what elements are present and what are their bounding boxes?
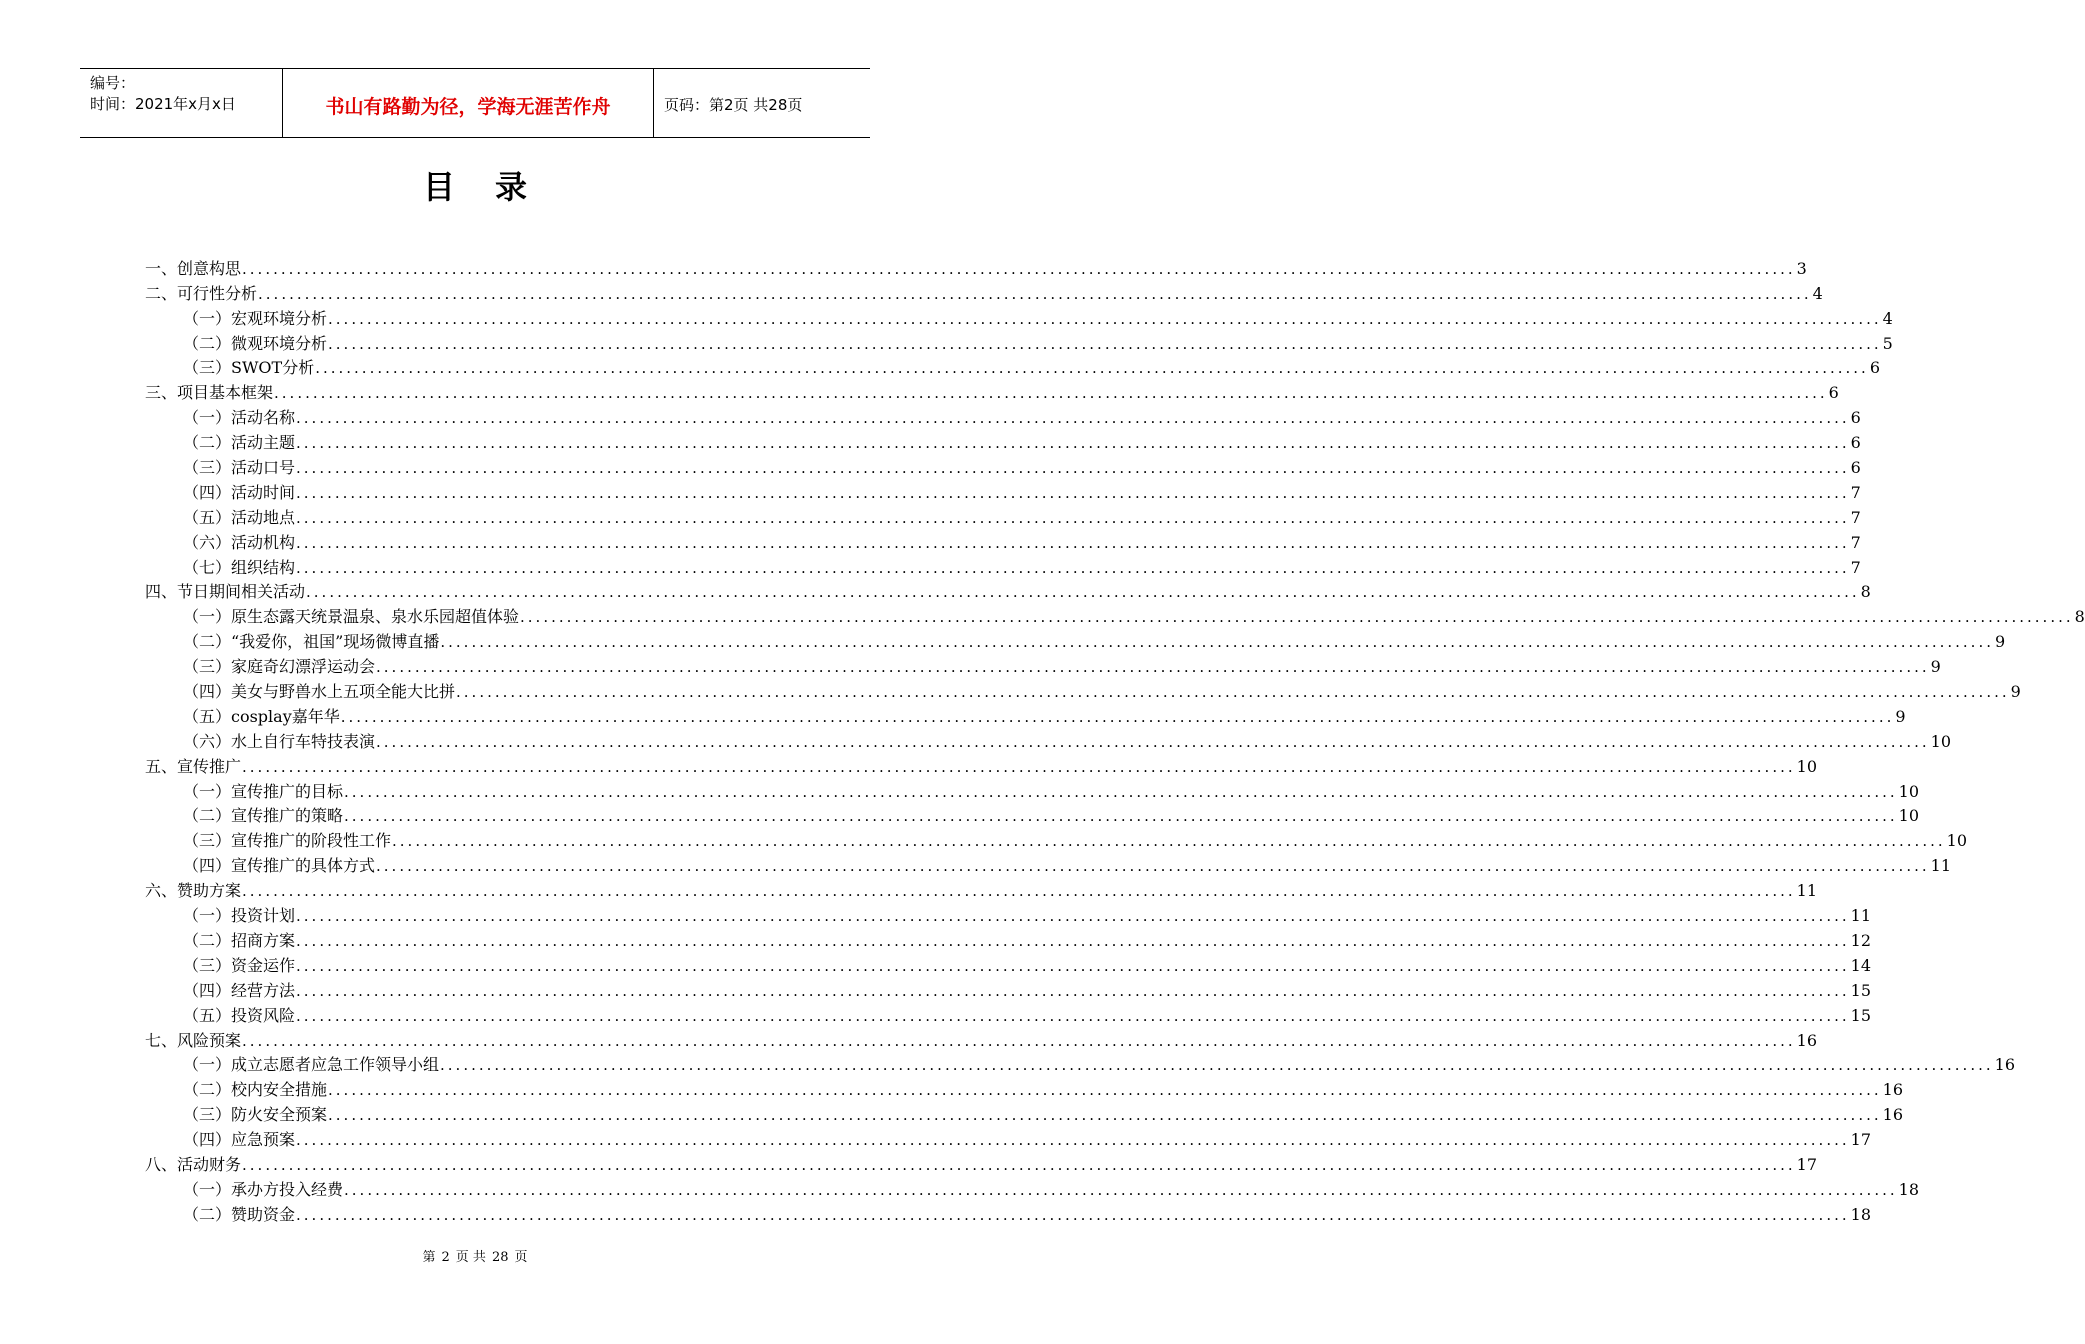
toc-page-number: 9: [2010, 682, 2021, 702]
toc-entry-title: 一、创意构思: [145, 258, 242, 278]
toc-dot-leader: ........................................................................................................................................................................................................: [392, 832, 1946, 851]
toc-page-number: 16: [1994, 1055, 2015, 1075]
toc-dot-leader: ........................................................................................................................................................................................................: [296, 931, 1850, 950]
toc-page-number: 10: [1898, 781, 1919, 801]
toc-dot-leader: ........................................................................................................................................................................................................: [340, 707, 1895, 726]
toc-entry-title: 五、宣传推广: [145, 756, 242, 776]
toc-dot-leader: ........................................................................................................................................................................................................: [344, 807, 1898, 826]
toc-entry-title: （六）水上自行车特技表演: [183, 731, 376, 751]
toc-entry-title: （二）活动主题: [183, 433, 296, 453]
toc-dot-leader: ........................................................................................................................................................................................................: [296, 981, 1850, 1000]
toc-page-number: 16: [1882, 1105, 1903, 1125]
toc-entry-title: （四）宣传推广的具体方式: [183, 856, 376, 876]
toc-dot-leader: ........................................................................................................................................................................................................: [242, 757, 1796, 776]
toc-entry-title: 二、可行性分析: [145, 283, 258, 303]
toc-entry-title: （六）活动机构: [183, 532, 296, 552]
toc-entry-title: （三）宣传推广的阶段性工作: [183, 831, 392, 851]
toc-entry-title: （四）美女与野兽水上五项全能大比拼: [183, 682, 456, 702]
toc-page-number: 4: [1812, 283, 1823, 303]
toc-entry-title: （四）活动时间: [183, 482, 296, 502]
toc-section-entry[interactable]: [145, 280, 1823, 305]
toc-page-number: 14: [1850, 955, 1871, 975]
footer-total-pages: 28: [491, 1250, 509, 1265]
toc-entry-title: （一）宣传推广的目标: [183, 781, 344, 801]
toc-dot-leader: ........................................................................................................................................................................................................: [456, 683, 2010, 702]
header-page-info: 页码：第2页 共28页: [664, 95, 803, 114]
toc-page-number: 7: [1850, 557, 1861, 577]
toc-dot-leader: ........................................................................................................................................................................................................: [242, 259, 1796, 278]
toc-subsection-entry[interactable]: [145, 1126, 1871, 1151]
header-meta: [80, 69, 282, 137]
toc-page-number: 5: [1882, 333, 1893, 353]
toc-section-entry[interactable]: [145, 579, 1871, 604]
toc-page-number: 17: [1850, 1130, 1871, 1150]
toc-page-number: 15: [1850, 1005, 1871, 1025]
toc-dot-leader: ........................................................................................................................................................................................................: [258, 284, 1812, 303]
toc-page-number: 6: [1828, 383, 1839, 403]
toc-dot-leader: ........................................................................................................................................................................................................: [296, 409, 1850, 428]
toc-section-entry[interactable]: [145, 877, 1817, 902]
toc-page-number: 11: [1850, 906, 1871, 926]
toc-dot-leader: ........................................................................................................................................................................................................: [315, 359, 1869, 378]
toc-subsection-entry[interactable]: [145, 803, 1919, 828]
toc-subsection-entry[interactable]: [145, 1002, 1871, 1027]
toc-dot-leader: ........................................................................................................................................................................................................: [328, 334, 1882, 353]
toc-dot-leader: ........................................................................................................................................................................................................: [296, 434, 1850, 453]
toc-entry-title: （一）投资计划: [183, 906, 296, 926]
toc-page-number: 8: [1860, 582, 1871, 602]
toc-page-number: 7: [1850, 532, 1861, 552]
page-header: [80, 68, 870, 138]
toc-entry-title: （二）宣传推广的策略: [183, 806, 344, 826]
toc-entry-title: （三）SWOT分析: [183, 358, 315, 378]
toc-page-number: 17: [1796, 1154, 1817, 1174]
toc-entry-title: （三）资金运作: [183, 955, 296, 975]
toc-entry-title: （五）活动地点: [183, 507, 296, 527]
toc-subsection-entry[interactable]: [145, 305, 1893, 330]
toc-dot-leader: ........................................................................................................................................................................................................: [242, 882, 1796, 901]
toc-dot-leader: ........................................................................................................................................................................................................: [242, 1155, 1796, 1174]
toc-dot-leader: ........................................................................................................................................................................................................: [296, 508, 1850, 527]
toc-dot-leader: ........................................................................................................................................................................................................: [296, 483, 1850, 502]
toc-section-entry[interactable]: [145, 379, 1839, 404]
toc-page-number: 10: [1796, 756, 1817, 776]
toc-page-number: 11: [1930, 856, 1951, 876]
toc-subsection-entry[interactable]: [145, 504, 1861, 529]
toc-subsection-entry[interactable]: [145, 902, 1871, 927]
toc-page-number: 6: [1850, 458, 1861, 478]
header-motto: 书山有路勤为径，学海无涯苦作舟: [282, 69, 654, 137]
toc-page-number: 10: [1898, 806, 1919, 826]
toc-dot-leader: ........................................................................................................................................................................................................: [296, 558, 1850, 577]
toc-subsection-entry[interactable]: [145, 827, 1967, 852]
toc-dot-leader: ........................................................................................................................................................................................................: [328, 1106, 1882, 1125]
toc-entry-title: （二）赞助资金: [183, 1204, 296, 1224]
toc-entry-title: 七、风险预案: [145, 1030, 242, 1050]
toc-entry-title: （一）承办方投入经费: [183, 1179, 344, 1199]
toc-subsection-entry[interactable]: [145, 1052, 2015, 1077]
toc-entry-title: （七）组织结构: [183, 557, 296, 577]
toc-page-number: 6: [1869, 358, 1881, 378]
toc-subsection-entry[interactable]: [145, 454, 1861, 479]
toc-entry-title: 四、节日期间相关活动: [145, 582, 306, 602]
document-number-label: 编号：: [90, 74, 136, 92]
toc-subsection-entry[interactable]: [145, 1101, 1903, 1126]
footer-current-page: 2: [441, 1250, 450, 1265]
toc-dot-leader: ........................................................................................................................................................................................................: [242, 1031, 1796, 1050]
toc-page-number: 6: [1850, 433, 1861, 453]
toc-entry-title: （四）应急预案: [183, 1130, 296, 1150]
toc-page-number: 9: [1995, 632, 2006, 652]
footer-mid: 页 共: [455, 1250, 486, 1265]
toc-entry-title: （五）投资风险: [183, 1005, 296, 1025]
toc-page-number: 6: [1850, 408, 1861, 428]
toc-page-number: 12: [1850, 930, 1871, 950]
toc-subsection-entry[interactable]: [145, 728, 1951, 753]
toc-entry-title: 八、活动财务: [145, 1154, 242, 1174]
toc-subsection-entry[interactable]: [145, 1201, 1871, 1226]
toc-entry-title: （一）活动名称: [183, 408, 296, 428]
toc-page-number: 3: [1796, 258, 1807, 278]
toc-page-number: 16: [1882, 1080, 1903, 1100]
toc-page-number: 16: [1796, 1030, 1817, 1050]
toc-page-number: 10: [1946, 831, 1967, 851]
toc-entry-title: （三）活动口号: [183, 458, 296, 478]
toc-subsection-entry[interactable]: [145, 330, 1893, 355]
toc-subsection-entry[interactable]: [145, 529, 1861, 554]
toc-section-entry[interactable]: [145, 1027, 1817, 1052]
toc-entry-title: 六、赞助方案: [145, 881, 242, 901]
toc-page-number: 11: [1796, 881, 1817, 901]
toc-subsection-entry[interactable]: [145, 703, 1906, 728]
toc-entry-title: （一）宏观环境分析: [183, 308, 328, 328]
toc-subsection-entry[interactable]: [145, 927, 1871, 952]
toc-section-entry[interactable]: [145, 1151, 1817, 1176]
toc-dot-leader: ........................................................................................................................................................................................................: [296, 533, 1850, 552]
toc-entry-title: （五）cosplay嘉年华: [183, 706, 340, 726]
toc-subsection-entry[interactable]: [145, 603, 2085, 628]
toc-dot-leader: ........................................................................................................................................................................................................: [520, 608, 2074, 627]
toc-dot-leader: ........................................................................................................................................................................................................: [440, 1056, 1994, 1075]
toc-page-number: 9: [1930, 657, 1941, 677]
toc-dot-leader: ........................................................................................................................................................................................................: [274, 384, 1828, 403]
toc-entry-title: （一）成立志愿者应急工作领导小组: [183, 1055, 440, 1075]
toc-page-number: 4: [1882, 308, 1893, 328]
toc-section-entry[interactable]: [145, 753, 1817, 778]
toc-subsection-entry[interactable]: [145, 404, 1861, 429]
toc-page-number: 7: [1850, 507, 1861, 527]
toc-dot-leader: ........................................................................................................................................................................................................: [376, 658, 1930, 677]
toc-subsection-entry[interactable]: [145, 977, 1871, 1002]
toc-entry-title: （三）防火安全预案: [183, 1105, 328, 1125]
table-of-contents: [145, 255, 2085, 1226]
toc-entry-title: （一）原生态露天统景温泉、泉水乐园超值体验: [183, 607, 520, 627]
toc-entry-title: （四）经营方法: [183, 980, 296, 1000]
toc-dot-leader: ........................................................................................................................................................................................................: [306, 583, 1860, 602]
toc-page-number: 8: [2074, 607, 2085, 627]
toc-entry-title: （三）家庭奇幻漂浮运动会: [183, 657, 376, 677]
toc-dot-leader: ........................................................................................................................................................................................................: [344, 1180, 1898, 1199]
toc-entry-title: （二）招商方案: [183, 930, 296, 950]
toc-dot-leader: ........................................................................................................................................................................................................: [344, 782, 1898, 801]
toc-section-entry[interactable]: [145, 255, 1807, 280]
toc-dot-leader: ........................................................................................................................................................................................................: [296, 956, 1850, 975]
toc-page-number: 15: [1850, 980, 1871, 1000]
toc-page-number: 18: [1850, 1204, 1871, 1224]
toc-subsection-entry[interactable]: [145, 554, 1861, 579]
footer-prefix: 第: [422, 1250, 436, 1265]
page-title: 目录: [422, 168, 567, 206]
toc-dot-leader: ........................................................................................................................................................................................................: [296, 459, 1850, 478]
toc-dot-leader: ........................................................................................................................................................................................................: [328, 1081, 1882, 1100]
toc-subsection-entry[interactable]: [145, 678, 2021, 703]
toc-dot-leader: ........................................................................................................................................................................................................: [296, 907, 1850, 926]
footer-suffix: 页: [514, 1250, 528, 1265]
toc-dot-leader: ........................................................................................................................................................................................................: [376, 732, 1930, 751]
toc-subsection-entry[interactable]: [145, 1176, 1919, 1201]
toc-subsection-entry[interactable]: [145, 852, 1951, 877]
toc-dot-leader: ........................................................................................................................................................................................................: [296, 1131, 1850, 1150]
toc-dot-leader: ........................................................................................................................................................................................................: [296, 1006, 1850, 1025]
toc-subsection-entry[interactable]: [145, 653, 1941, 678]
toc-subsection-entry[interactable]: [145, 1076, 1903, 1101]
toc-subsection-entry[interactable]: [145, 952, 1871, 977]
toc-entry-title: 三、项目基本框架: [145, 383, 274, 403]
toc-entry-title: （二）校内安全措施: [183, 1080, 328, 1100]
toc-dot-leader: ........................................................................................................................................................................................................: [328, 309, 1882, 328]
toc-subsection-entry[interactable]: [145, 628, 2006, 653]
toc-entry-title: （二）微观环境分析: [183, 333, 328, 353]
toc-page-number: 18: [1898, 1179, 1919, 1199]
page-footer: [0, 1246, 950, 1265]
toc-page-number: 7: [1850, 482, 1861, 502]
toc-dot-leader: ........................................................................................................................................................................................................: [440, 633, 1994, 652]
toc-page-number: 9: [1895, 706, 1906, 726]
document-date: 时间：2021年x月x日: [90, 95, 236, 113]
toc-dot-leader: ........................................................................................................................................................................................................: [376, 857, 1930, 876]
toc-subsection-entry[interactable]: [145, 778, 1919, 803]
toc-subsection-entry[interactable]: [145, 355, 1881, 380]
toc-page-number: 10: [1930, 731, 1951, 751]
toc-dot-leader: ........................................................................................................................................................................................................: [296, 1205, 1850, 1224]
toc-entry-title: （二）“我爱你，祖国”现场微博直播: [183, 632, 440, 652]
toc-subsection-entry[interactable]: [145, 429, 1861, 454]
toc-subsection-entry[interactable]: [145, 479, 1861, 504]
